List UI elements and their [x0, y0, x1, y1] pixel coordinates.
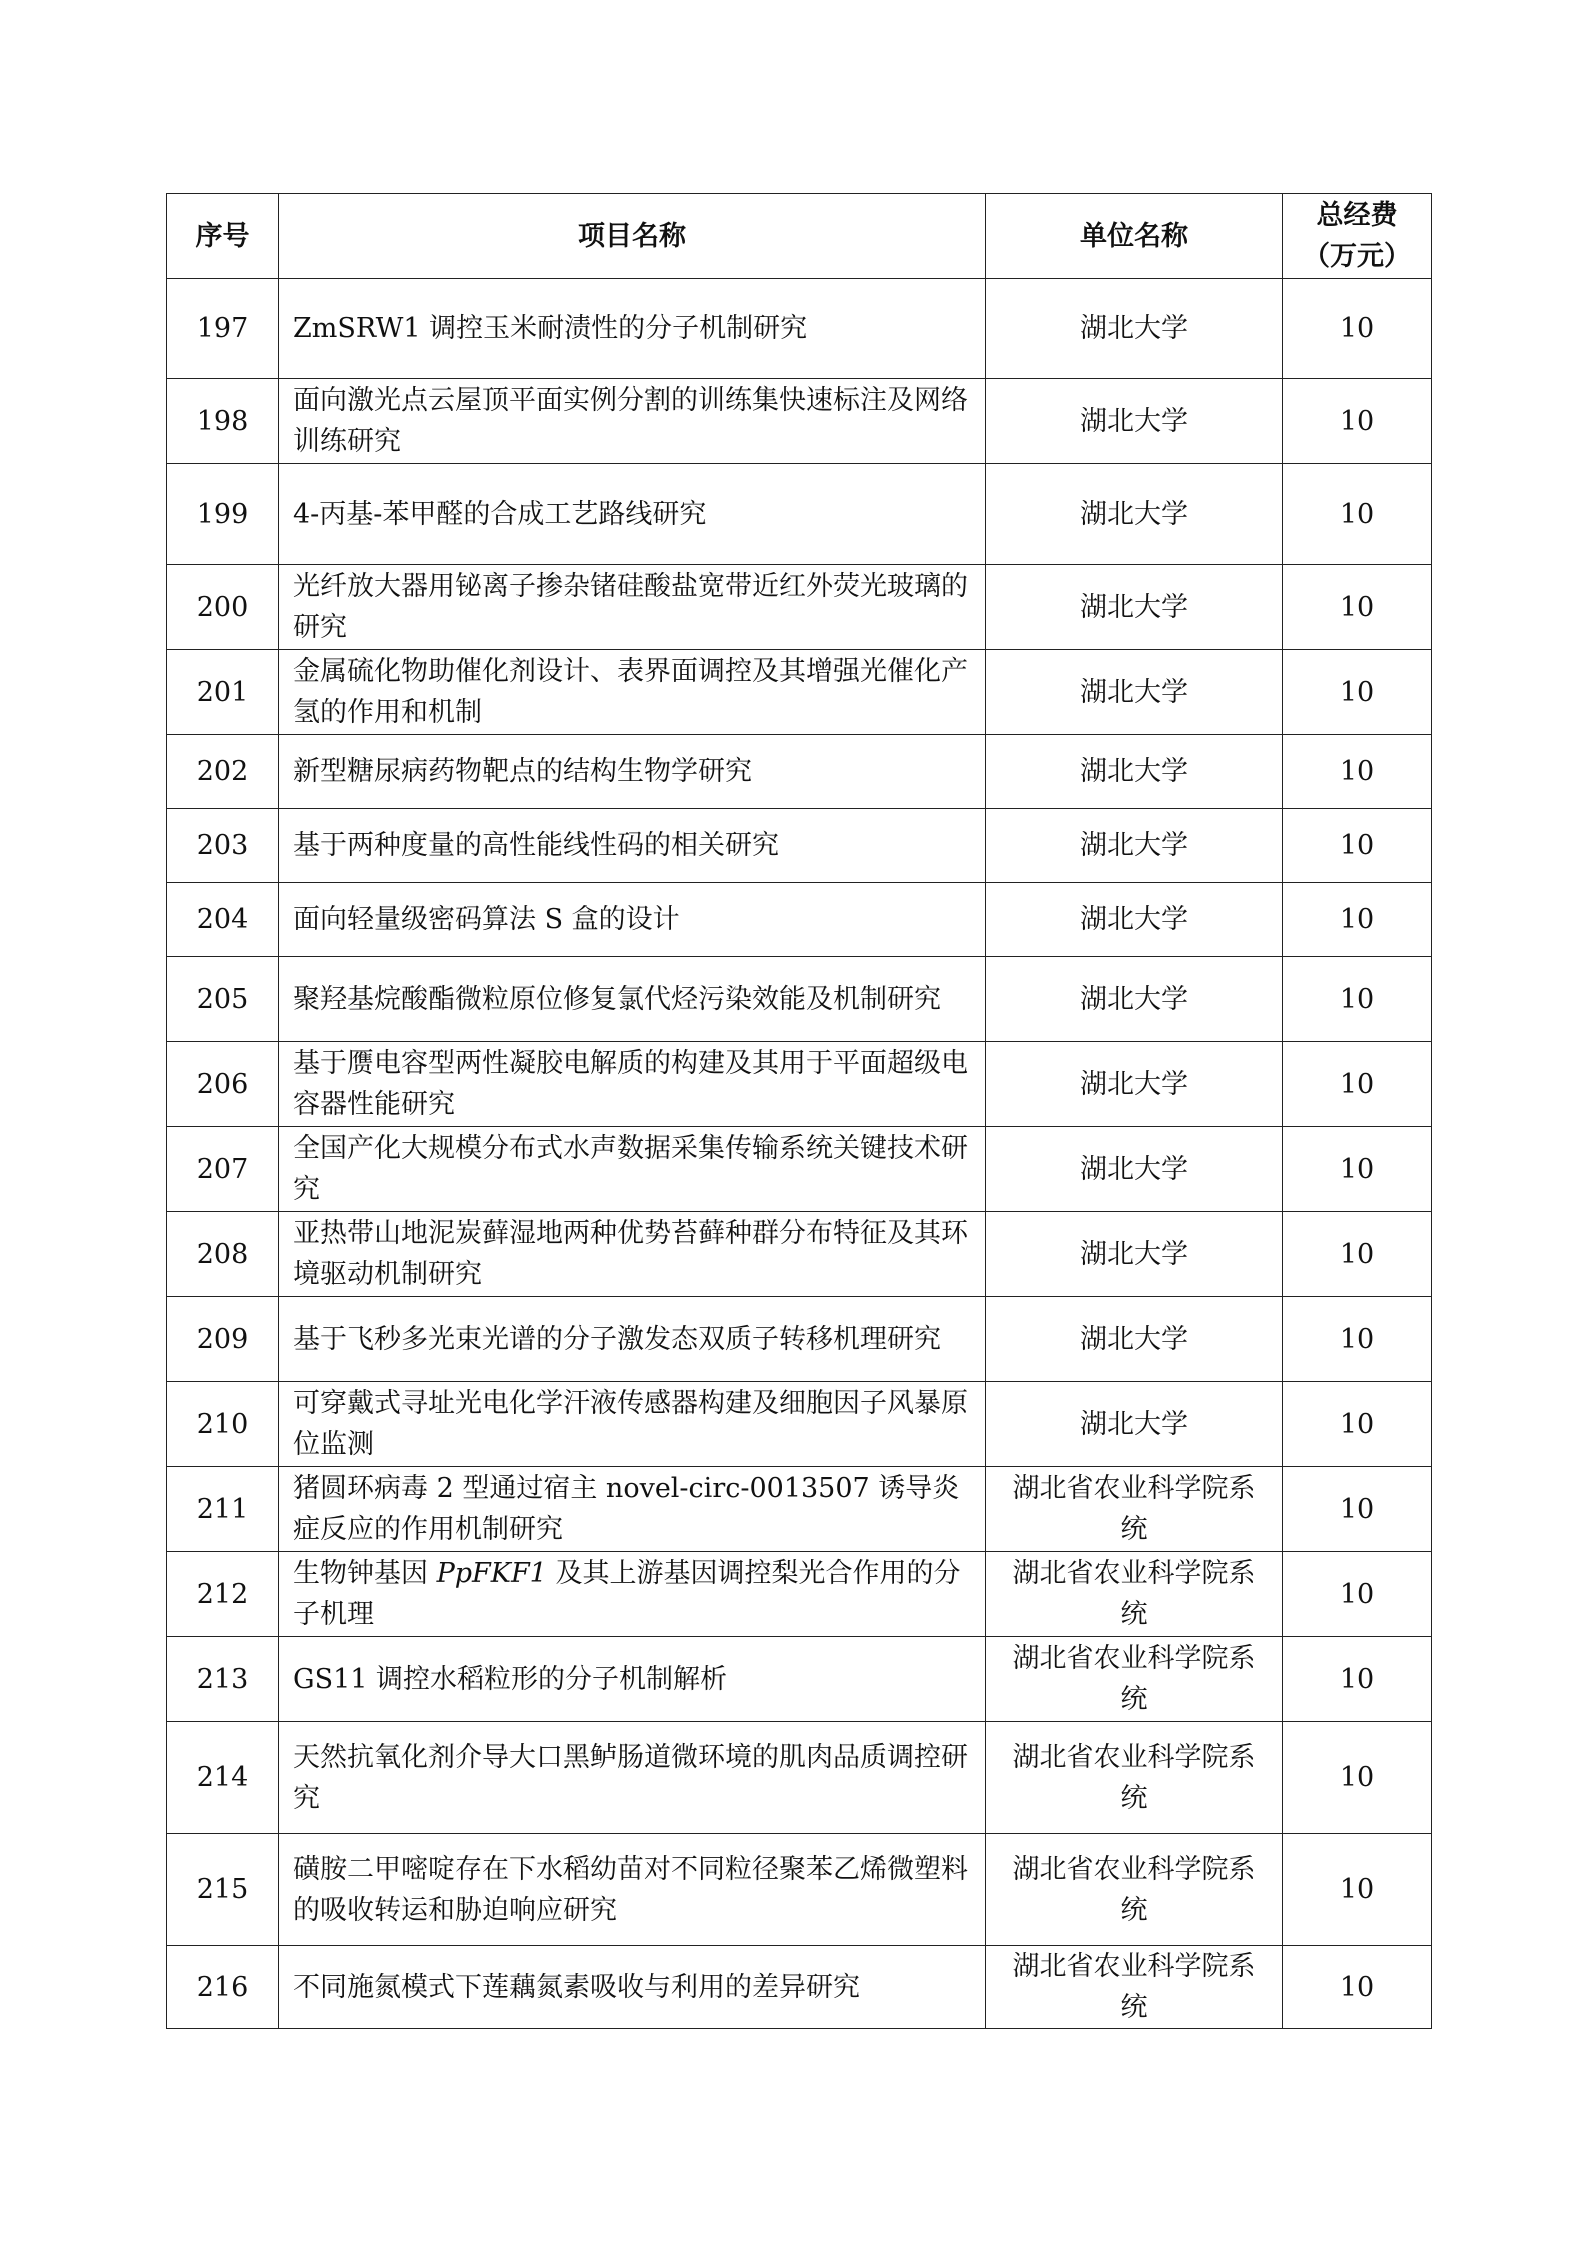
table-row: [167, 464, 1432, 565]
row-project-name: [279, 1552, 986, 1637]
row-num: 210: [167, 1382, 279, 1467]
row-unit-name: 湖北大学: [986, 379, 1283, 464]
project-table: [166, 193, 1432, 2029]
row-fund: 10: [1283, 464, 1432, 565]
row-project-name: 新型糖尿病药物靶点的结构生物学研究: [279, 735, 986, 809]
table-row: [167, 809, 1432, 883]
row-unit-name: 湖北大学: [986, 883, 1283, 957]
row-project-name: 基于两种度量的高性能线性码的相关研究: [279, 809, 986, 883]
row-unit-name: 湖北大学: [986, 1212, 1283, 1297]
row-num: 208: [167, 1212, 279, 1297]
row-fund: 10: [1283, 379, 1432, 464]
header-fund-line2: （万元）: [1303, 241, 1411, 272]
table-row: [167, 279, 1432, 379]
row-unit-name: 湖北大学: [986, 1382, 1283, 1467]
row-num: 216: [167, 1946, 279, 2029]
row-project-name: ZmSRW1 调控玉米耐渍性的分子机制研究: [279, 279, 986, 379]
row-fund: 10: [1283, 565, 1432, 650]
header-name: 项目名称: [279, 194, 986, 279]
table-row: [167, 957, 1432, 1042]
header-row: [167, 194, 1432, 279]
row-num: 212: [167, 1552, 279, 1637]
row-num: 206: [167, 1042, 279, 1127]
row-project-name: GS11 调控水稻粒形的分子机制解析: [279, 1637, 986, 1722]
row-fund: 10: [1283, 1297, 1432, 1382]
row-num: 199: [167, 464, 279, 565]
table-row: [167, 1834, 1432, 1946]
row-fund: 10: [1283, 279, 1432, 379]
row-project-name: 天然抗氧化剂介导大口黑鲈肠道微环境的肌肉品质调控研究: [279, 1722, 986, 1834]
row-num: 205: [167, 957, 279, 1042]
row-num: 213: [167, 1637, 279, 1722]
table-row: [167, 1552, 1432, 1637]
row-fund: 10: [1283, 883, 1432, 957]
row-project-name: 面向激光点云屋顶平面实例分割的训练集快速标注及网络训练研究: [279, 379, 986, 464]
row-project-name: 4-丙基-苯甲醛的合成工艺路线研究: [279, 464, 986, 565]
row-num: 204: [167, 883, 279, 957]
row-project-name: 基于飞秒多光束光谱的分子激发态双质子转移机理研究: [279, 1297, 986, 1382]
row-num: 214: [167, 1722, 279, 1834]
row-fund: 10: [1283, 957, 1432, 1042]
row-unit-name: 湖北大学: [986, 464, 1283, 565]
row-unit-name: 湖北省农业科学院系统: [986, 1722, 1283, 1834]
header-num: 序号: [167, 194, 279, 279]
row-unit-name: 湖北省农业科学院系统: [986, 1552, 1283, 1637]
table-row: [167, 1212, 1432, 1297]
row-fund: 10: [1283, 1212, 1432, 1297]
table-row: [167, 650, 1432, 735]
row-unit-name: 湖北省农业科学院系统: [986, 1467, 1283, 1552]
row-num: 200: [167, 565, 279, 650]
row-project-name: 金属硫化物助催化剂设计、表界面调控及其增强光催化产氢的作用和机制: [279, 650, 986, 735]
header-fund-line1: 总经费: [1316, 200, 1398, 231]
row-fund: 10: [1283, 1834, 1432, 1946]
header-fund: [1283, 194, 1432, 279]
row-project-name: 可穿戴式寻址光电化学汗液传感器构建及细胞因子风暴原位监测: [279, 1382, 986, 1467]
row-unit-name: 湖北省农业科学院系统: [986, 1637, 1283, 1722]
row-unit-name: 湖北大学: [986, 735, 1283, 809]
row-num: 209: [167, 1297, 279, 1382]
row-project-name-post: 及其上游基因调控梨光合作用的分子机理: [293, 1558, 961, 1630]
row-fund: 10: [1283, 1722, 1432, 1834]
row-fund: 10: [1283, 1552, 1432, 1637]
row-unit-name: 湖北大学: [986, 565, 1283, 650]
row-unit-name: 湖北省农业科学院系统: [986, 1946, 1283, 2029]
row-unit-name: 湖北大学: [986, 650, 1283, 735]
row-fund: 10: [1283, 1467, 1432, 1552]
row-project-name: 面向轻量级密码算法 S 盒的设计: [279, 883, 986, 957]
row-num: 211: [167, 1467, 279, 1552]
row-fund: 10: [1283, 1382, 1432, 1467]
header-unit: 单位名称: [986, 194, 1283, 279]
row-num: 201: [167, 650, 279, 735]
row-num: 207: [167, 1127, 279, 1212]
row-project-name: 亚热带山地泥炭藓湿地两种优势苔藓种群分布特征及其环境驱动机制研究: [279, 1212, 986, 1297]
row-fund: 10: [1283, 1042, 1432, 1127]
row-project-name-pre: 生物钟基因: [293, 1558, 437, 1589]
row-project-name: 全国产化大规模分布式水声数据采集传输系统关键技术研究: [279, 1127, 986, 1212]
row-project-name: 不同施氮模式下莲藕氮素吸收与利用的差异研究: [279, 1946, 986, 2029]
table-row: [167, 1042, 1432, 1127]
table-row: [167, 565, 1432, 650]
row-project-name: 磺胺二甲嘧啶存在下水稻幼苗对不同粒径聚苯乙烯微塑料的吸收转运和胁迫响应研究: [279, 1834, 986, 1946]
row-fund: 10: [1283, 809, 1432, 883]
table-row: [167, 1297, 1432, 1382]
row-fund: 10: [1283, 735, 1432, 809]
row-unit-name: 湖北大学: [986, 957, 1283, 1042]
row-unit-name: 湖北大学: [986, 1297, 1283, 1382]
table-row: [167, 1637, 1432, 1722]
row-project-name: 基于赝电容型两性凝胶电解质的构建及其用于平面超级电容器性能研究: [279, 1042, 986, 1127]
row-unit-name: 湖北大学: [986, 809, 1283, 883]
row-num: 197: [167, 279, 279, 379]
row-num: 198: [167, 379, 279, 464]
row-fund: 10: [1283, 1127, 1432, 1212]
row-num: 202: [167, 735, 279, 809]
row-project-name: 聚羟基烷酸酯微粒原位修复氯代烃污染效能及机制研究: [279, 957, 986, 1042]
row-num: 203: [167, 809, 279, 883]
row-unit-name: 湖北大学: [986, 279, 1283, 379]
row-project-name: 光纤放大器用铋离子掺杂锗硅酸盐宽带近红外荧光玻璃的研究: [279, 565, 986, 650]
table-row: [167, 735, 1432, 809]
gene-name-italic: PpFKF1: [436, 1558, 547, 1589]
table-row: [167, 1382, 1432, 1467]
table-row: [167, 883, 1432, 957]
row-fund: 10: [1283, 1637, 1432, 1722]
table-row: [167, 1946, 1432, 2029]
table-row: [167, 1467, 1432, 1552]
row-fund: 10: [1283, 650, 1432, 735]
row-project-name: 猪圆环病毒 2 型通过宿主 novel-circ-0013507 诱导炎症反应的作用机制研究: [279, 1467, 986, 1552]
row-unit-name: 湖北大学: [986, 1042, 1283, 1127]
row-unit-name: 湖北大学: [986, 1127, 1283, 1212]
row-unit-name: 湖北省农业科学院系统: [986, 1834, 1283, 1946]
table-row: [167, 1722, 1432, 1834]
table-row: [167, 1127, 1432, 1212]
row-num: 215: [167, 1834, 279, 1946]
table-row: [167, 379, 1432, 464]
row-fund: 10: [1283, 1946, 1432, 2029]
